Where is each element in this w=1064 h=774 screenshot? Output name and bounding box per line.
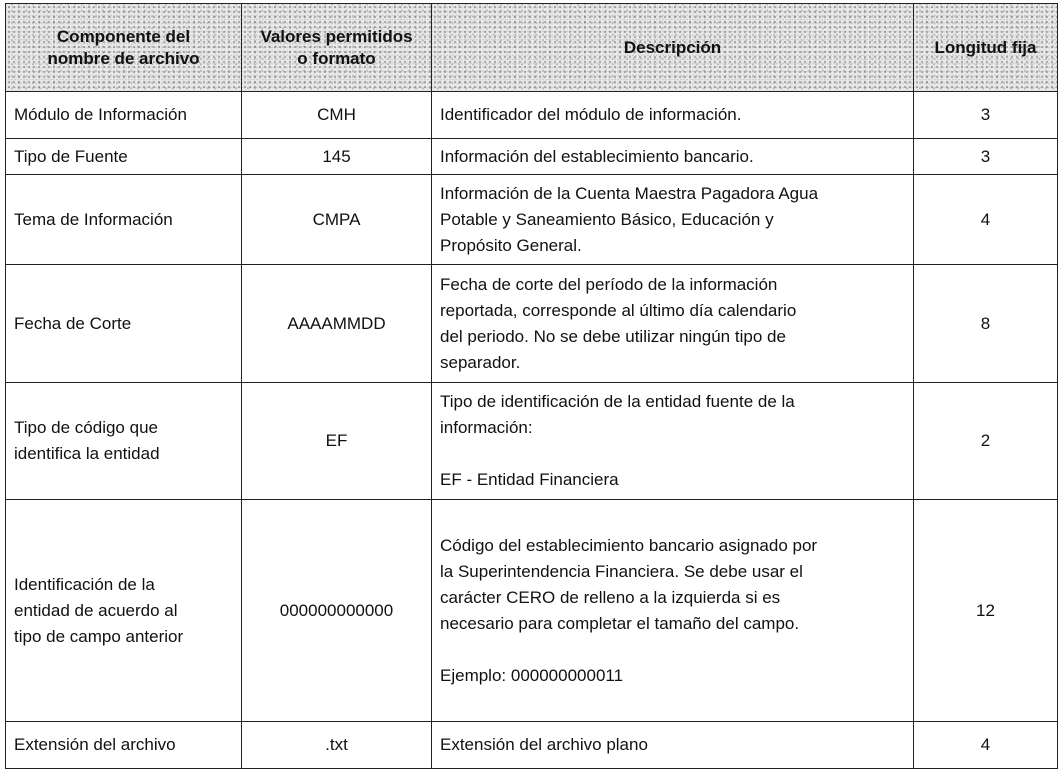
header-description: Descripción bbox=[432, 4, 914, 92]
header-values bbox=[242, 4, 432, 92]
value-cell: CMPA bbox=[242, 175, 432, 265]
component-cell bbox=[6, 92, 242, 139]
length-cell: 4 bbox=[914, 175, 1058, 265]
length-cell: 12 bbox=[914, 500, 1058, 722]
description-line: información: bbox=[440, 418, 533, 437]
length-cell: 2 bbox=[914, 383, 1058, 500]
header-component-line: nombre de archivo bbox=[47, 48, 200, 68]
description-line: la Superintendencia Financiera. Se debe usar el bbox=[440, 561, 803, 581]
description-line: Información del establecimiento bancario. bbox=[440, 146, 754, 166]
description-cell bbox=[432, 722, 914, 769]
component-cell bbox=[6, 265, 242, 383]
table-row bbox=[6, 383, 1058, 500]
header-component-line: Componente del bbox=[56, 26, 191, 46]
length-cell: 3 bbox=[914, 92, 1058, 139]
value-cell: 145 bbox=[242, 139, 432, 175]
component-line: tipo de campo anterior bbox=[14, 626, 184, 646]
component-cell bbox=[6, 383, 242, 500]
description-line: carácter CERO de relleno a la izquierda si es bbox=[440, 587, 781, 607]
table-row bbox=[6, 722, 1058, 769]
table-header bbox=[6, 4, 1058, 92]
value-cell: 000000000000 bbox=[242, 500, 432, 722]
value-cell: .txt bbox=[242, 722, 432, 769]
description-cell bbox=[432, 175, 914, 265]
description-line: Propósito General. bbox=[440, 235, 582, 255]
description-line: EF - Entidad Financiera bbox=[440, 470, 619, 489]
table-row bbox=[6, 139, 1058, 175]
description-line: Código del establecimiento bancario asignado por bbox=[440, 535, 818, 555]
component-line: Extensión del archivo bbox=[14, 735, 176, 754]
component-line: Tipo de código que bbox=[14, 418, 158, 437]
component-line: Fecha de Corte bbox=[14, 313, 132, 333]
description-line: separador. bbox=[440, 352, 521, 372]
value-cell: EF bbox=[242, 383, 432, 500]
description-line: reportada, corresponde al último día calendario bbox=[440, 300, 797, 320]
value-cell: CMH bbox=[242, 92, 432, 139]
description-gap bbox=[440, 441, 905, 467]
length-cell: 8 bbox=[914, 265, 1058, 383]
header-length: Longitud fija bbox=[914, 4, 1058, 92]
description-line: Extensión del archivo plano bbox=[440, 735, 648, 754]
component-cell bbox=[6, 139, 242, 175]
description-line: Potable y Saneamiento Básico, Educación y bbox=[440, 209, 774, 229]
component-cell bbox=[6, 500, 242, 722]
description-line: Tipo de identificación de la entidad fuente de la bbox=[440, 392, 795, 411]
description-line: Identificador del módulo de información. bbox=[440, 105, 742, 124]
description-cell bbox=[432, 265, 914, 383]
component-cell bbox=[6, 722, 242, 769]
component-line: Módulo de Información bbox=[14, 105, 187, 124]
table-row bbox=[6, 500, 1058, 722]
component-line: entidad de acuerdo al bbox=[14, 600, 178, 620]
header-row bbox=[6, 4, 1058, 92]
length-cell: 4 bbox=[914, 722, 1058, 769]
header-values-line: o formato bbox=[297, 48, 376, 68]
header-values-line: Valores permitidos bbox=[260, 26, 413, 46]
length-cell: 3 bbox=[914, 139, 1058, 175]
header-component bbox=[6, 4, 242, 92]
value-cell: AAAAMMDD bbox=[242, 265, 432, 383]
table-row bbox=[6, 265, 1058, 383]
description-line: Información de la Cuenta Maestra Pagadora Agua bbox=[440, 183, 819, 203]
component-line: Tipo de Fuente bbox=[14, 146, 128, 166]
description-line: Fecha de corte del período de la información bbox=[440, 274, 778, 294]
description-line: necesario para completar el tamaño del campo. bbox=[440, 613, 800, 633]
component-cell bbox=[6, 175, 242, 265]
table-body bbox=[6, 92, 1058, 769]
description-line: Ejemplo: 000000000011 bbox=[440, 665, 624, 685]
description-cell bbox=[432, 139, 914, 175]
description-cell bbox=[432, 500, 914, 722]
description-cell bbox=[432, 92, 914, 139]
component-line: Identificación de la bbox=[14, 574, 155, 594]
description-gap bbox=[440, 637, 905, 663]
file-name-components-table bbox=[5, 3, 1058, 769]
component-line: identifica la entidad bbox=[14, 444, 160, 463]
component-line: Tema de Información bbox=[14, 209, 173, 229]
table-row bbox=[6, 175, 1058, 265]
table-row bbox=[6, 92, 1058, 139]
description-line: del periodo. No se debe utilizar ningún tipo de bbox=[440, 326, 786, 346]
description-cell bbox=[432, 383, 914, 500]
